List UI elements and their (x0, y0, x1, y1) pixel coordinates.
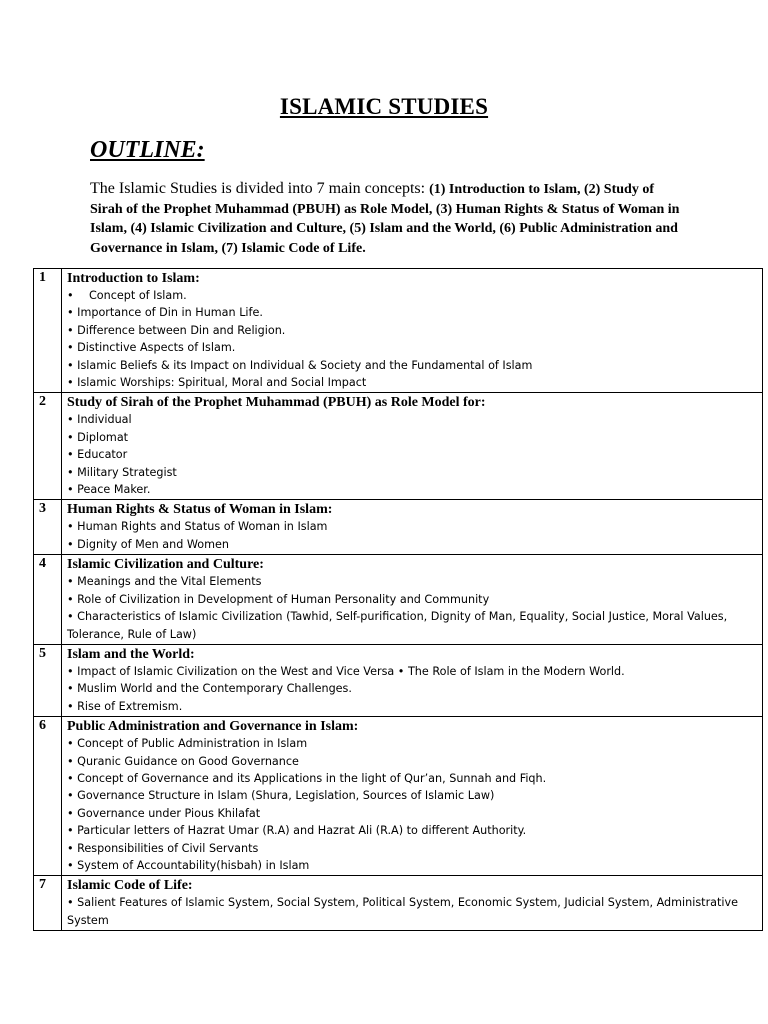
section-item: • Responsibilities of Civil Servants (67, 841, 259, 855)
section-number: 7 (34, 876, 62, 931)
section-content (62, 717, 763, 876)
section-heading: Human Rights & Status of Woman in Islam: (67, 502, 333, 518)
section-number: 3 (34, 500, 62, 555)
section-content (62, 876, 763, 931)
section-item (67, 287, 758, 304)
section-row (34, 500, 763, 555)
section-heading: Study of Sirah of the Prophet Muhammad (PBUH) as Role Model for: (67, 395, 486, 411)
section-item: • Quranic Guidance on Good Governance (67, 754, 299, 768)
section-content (62, 644, 763, 716)
section-heading: Islam and the World: (67, 646, 195, 662)
section-row (34, 876, 763, 931)
section-item: • Distinctive Aspects of Islam. (67, 341, 236, 355)
section-item: • Concept of Governance and its Applications in the light of Qur’an, Sunnah and Fiqh. (67, 771, 547, 785)
section-item: • Military Strategist (67, 465, 177, 479)
section-item: • Role of Civilization in Development of Human Personality and Community (67, 592, 490, 606)
section-content (62, 500, 763, 555)
section-item: • Muslim World and the Contemporary Challenges. (67, 682, 352, 696)
section-item: • System of Accountability(hisbah) in Islam (67, 858, 310, 872)
section-item: • Islamic Worships: Spiritual, Moral and Social Impact (67, 376, 367, 390)
section-number: 4 (34, 555, 62, 645)
section-item: • Importance of Din in Human Life. (67, 306, 263, 320)
section-item: • Characteristics of Islamic Civilization (Tawhid, Self-purification, Dignity of Man, Equality, Social Justice, Moral Values, Tolerance, Rule of Law) (67, 610, 728, 641)
section-item: • Educator (67, 448, 128, 462)
section-item: • Impact of Islamic Civilization on the West and Vice Versa • The Role of Islam in the Modern World. (67, 664, 625, 678)
section-item: • Governance under Pious Khilafat (67, 806, 261, 820)
section-item: • Particular letters of Hazrat Umar (R.A) and Hazrat Ali (R.A) to different Authority. (67, 824, 527, 838)
section-item: • Diplomat (67, 430, 129, 444)
section-item: • Islamic Beliefs & its Impact on Individual & Society and the Fundamental of Islam (67, 358, 533, 372)
section-item: • Governance Structure in Islam (Shura, Legislation, Sources of Islamic Law) (67, 789, 495, 803)
outline-heading: OUTLINE: (90, 137, 205, 163)
section-row (34, 393, 763, 500)
section-item-text: Concept of Islam. (89, 289, 187, 302)
section-row (34, 555, 763, 645)
section-heading: Introduction to Islam: (67, 271, 200, 286)
section-heading: Public Administration and Governance in Islam: (67, 719, 359, 735)
intro-concepts: (1) Introduction to Islam, (2) Study of Sirah of the Prophet Muhammad (PBUH) as Role Model, (3) Human Rights & Status of Woman in Islam, (4) Islamic Civilization and Culture, (5) Islam and the World, (6) Public Administration and Governance in Islam, (7) Islamic Code of Life. (90, 182, 680, 256)
section-number: 5 (34, 644, 62, 716)
section-row (34, 717, 763, 876)
section-heading: Islamic Civilization and Culture: (67, 557, 264, 573)
section-item: • Peace Maker. (67, 483, 151, 497)
section-number: 6 (34, 717, 62, 876)
section-item: • Human Rights and Status of Woman in Islam (67, 520, 328, 534)
section-number: 2 (34, 393, 62, 500)
section-heading: Islamic Code of Life: (67, 878, 193, 894)
bullet-icon: • (67, 289, 74, 302)
section-number: 1 (34, 269, 62, 393)
intro-paragraph (90, 179, 680, 258)
section-item: • Salient Features of Islamic System, Social System, Political System, Economic System, Judicial System, Administrative System (67, 896, 739, 927)
section-item: • Rise of Extremism. (67, 699, 183, 713)
section-content (62, 555, 763, 645)
section-row (34, 269, 763, 393)
section-content (62, 269, 763, 393)
section-content (62, 393, 763, 500)
section-item: • Meanings and the Vital Elements (67, 575, 262, 589)
outline-table (33, 268, 763, 931)
section-item: • Difference between Din and Religion. (67, 323, 286, 337)
section-item: • Dignity of Men and Women (67, 537, 229, 551)
document-title: ISLAMIC STUDIES (279, 94, 489, 119)
intro-lead: The Islamic Studies is divided into 7 main concepts: (90, 180, 430, 197)
section-item: • Individual (67, 413, 132, 427)
section-item: • Concept of Public Administration in Islam (67, 737, 308, 751)
section-row (34, 644, 763, 716)
